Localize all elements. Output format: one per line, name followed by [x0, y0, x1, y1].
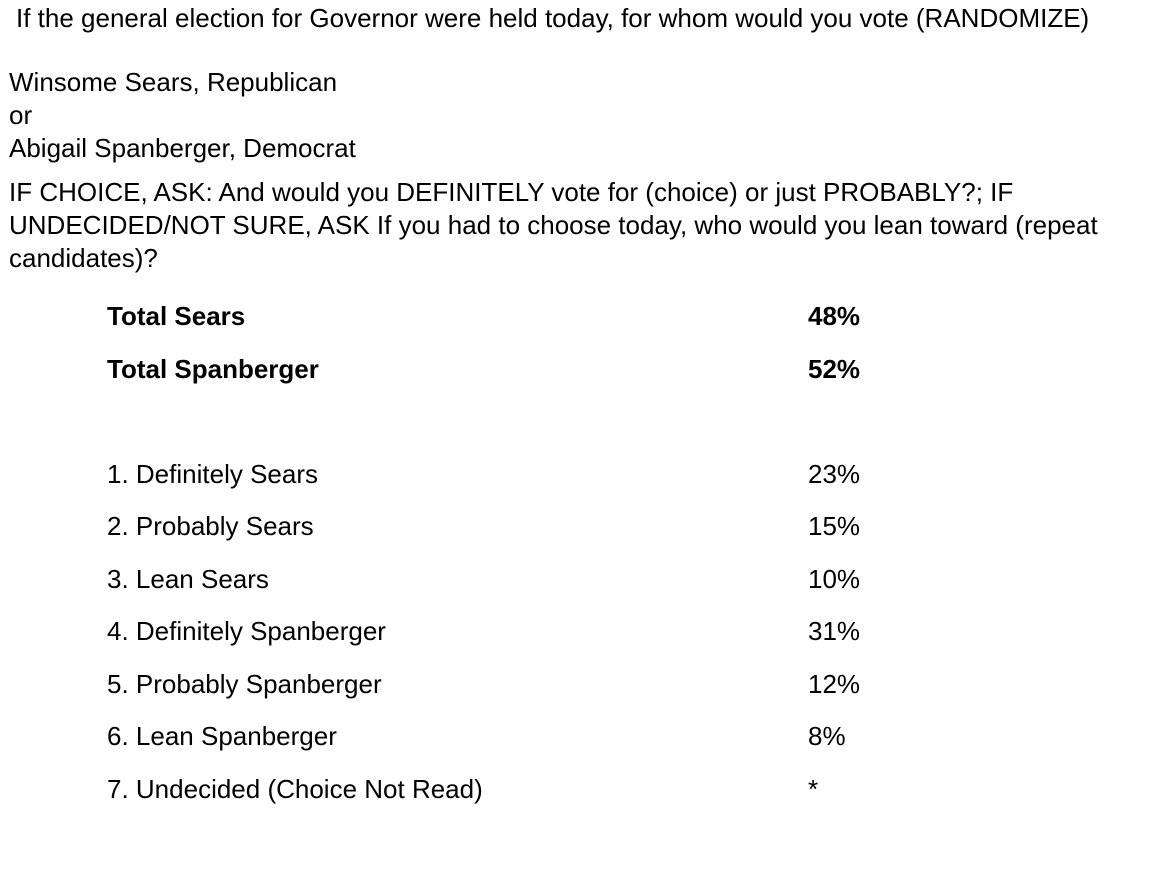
total-label: Total Spanberger [107, 354, 319, 384]
result-value: 23% [808, 459, 861, 489]
total-value: 48% [808, 301, 861, 331]
result-label: 4. Definitely Spanberger [107, 616, 386, 646]
candidate-option-spanberger: Abigail Spanberger, Democrat [9, 133, 356, 163]
result-label: 7. Undecided (Choice Not Read) [107, 774, 483, 804]
followup-instruction: IF CHOICE, ASK: And would you DEFINITELY vote for (choice) or just PROBABLY?; IF UNDECIDED/NOT SURE, ASK If you had to choose today, who would you lean toward (repeat candidates)? [9, 177, 1098, 273]
total-value: 52% [808, 354, 861, 384]
result-row [107, 457, 867, 491]
result-row [107, 614, 867, 648]
result-row [107, 719, 867, 753]
result-value: 10% [808, 564, 861, 594]
result-row [107, 667, 867, 701]
result-label: 1. Definitely Sears [107, 459, 318, 489]
total-row [107, 352, 867, 386]
result-row [107, 562, 867, 596]
result-value: 12% [808, 669, 861, 699]
candidate-option-sears: Winsome Sears, Republican [9, 67, 338, 97]
result-label: 6. Lean Spanberger [107, 721, 337, 751]
option-separator: or [9, 100, 33, 130]
result-value: 15% [808, 511, 861, 541]
result-row [107, 772, 867, 806]
total-label: Total Sears [107, 301, 246, 331]
total-row [107, 299, 867, 333]
result-value: * [808, 774, 819, 804]
result-label: 5. Probably Spanberger [107, 669, 382, 699]
result-row [107, 509, 867, 543]
result-value: 8% [808, 721, 846, 751]
result-value: 31% [808, 616, 861, 646]
result-label: 3. Lean Sears [107, 564, 269, 594]
question-text: If the general election for Governor were held today, for whom would you vote (RANDOMIZE) [16, 3, 1090, 33]
result-label: 2. Probably Sears [107, 511, 314, 541]
